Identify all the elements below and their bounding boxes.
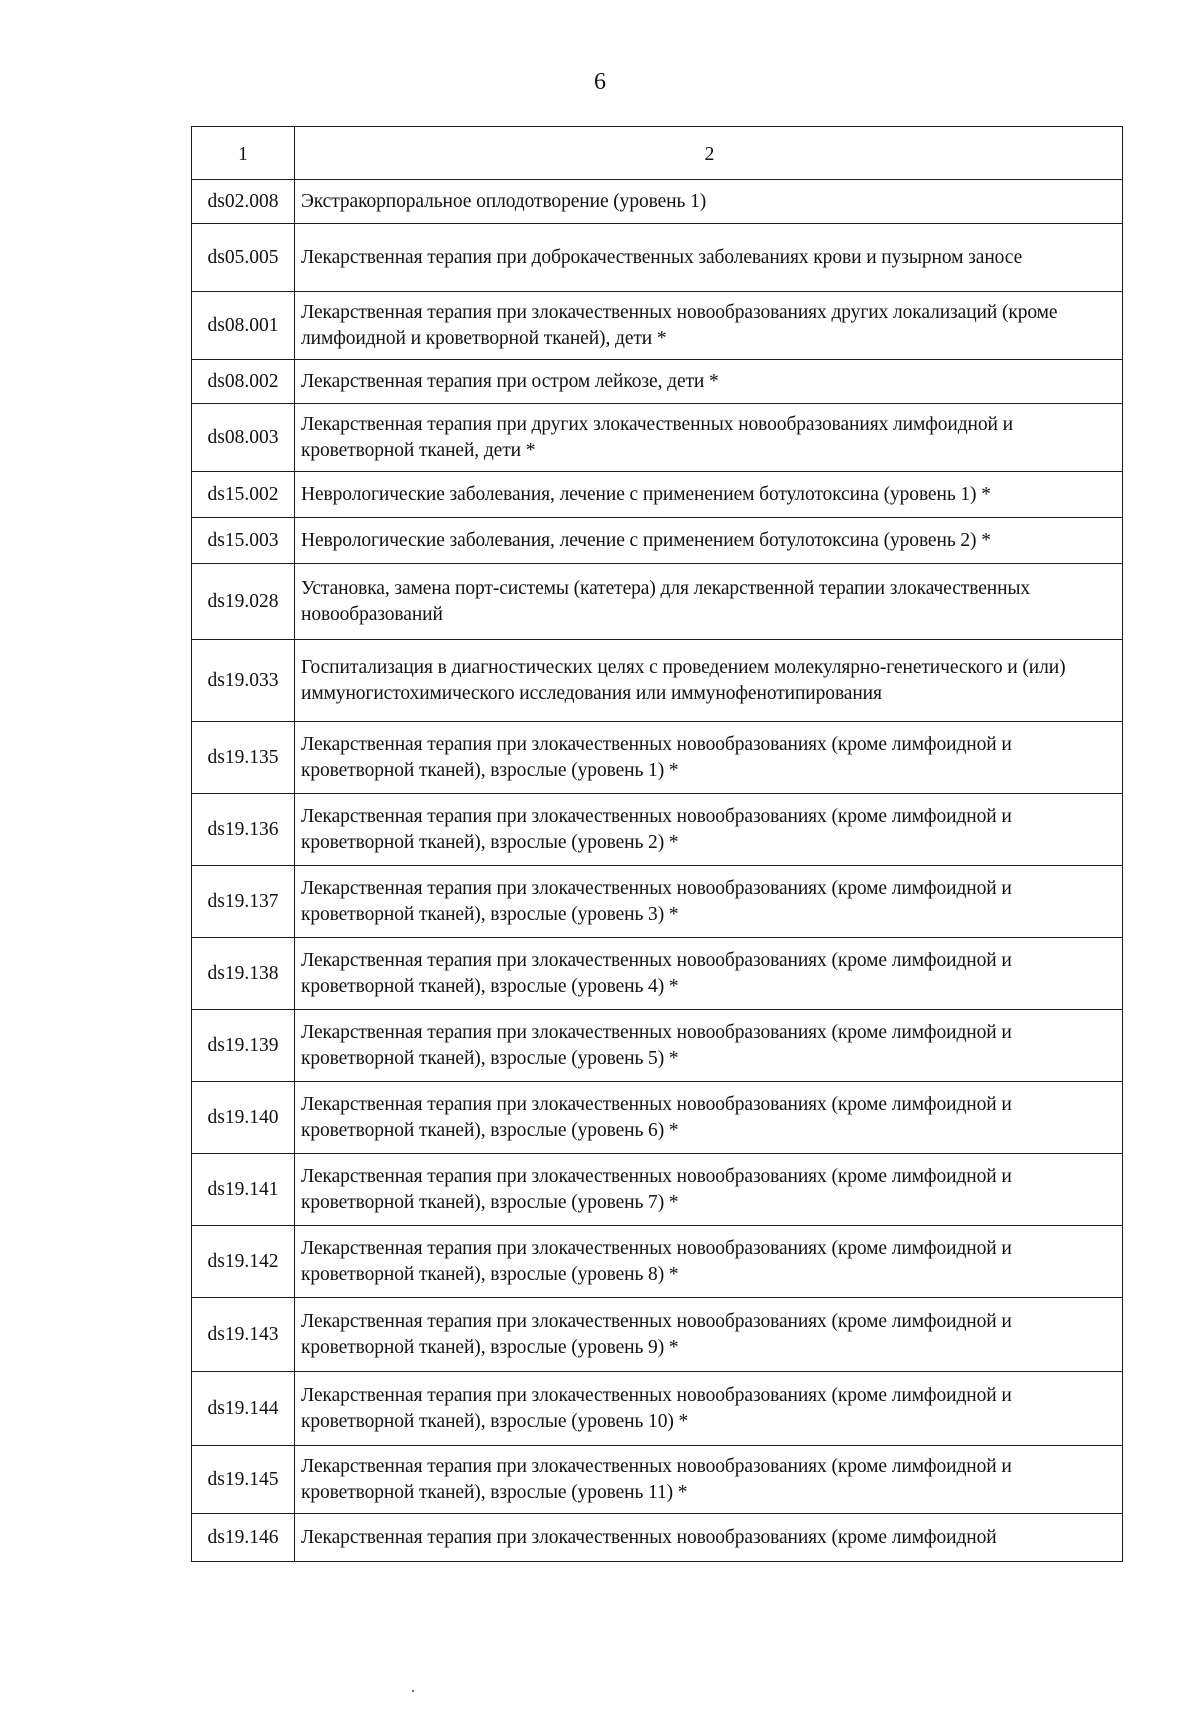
row-description: Лекарственная терапия при злокачественных новообразованиях (кроме лимфоидной и кроветворной тканей), взрослые (уровень 4) * [295,938,1123,1010]
row-code: ds19.143 [192,1298,295,1372]
row-description: Лекарственная терапия при злокачественных новообразованиях (кроме лимфоидной и кроветворной тканей), взрослые (уровень 10) * [295,1372,1123,1446]
table-row [192,518,1123,564]
row-description: Лекарственная терапия при злокачественных новообразованиях (кроме лимфоидной и кроветворной тканей), взрослые (уровень 5) * [295,1010,1123,1082]
table-row [192,1372,1123,1446]
row-code: ds08.003 [192,404,295,472]
row-code: ds19.146 [192,1514,295,1562]
table-row [192,1226,1123,1298]
row-description: Лекарственная терапия при остром лейкозе, дети * [295,360,1123,404]
table-row [192,1154,1123,1226]
row-description: Лекарственная терапия при злокачественных новообразованиях (кроме лимфоидной и кроветворной тканей), взрослые (уровень 6) * [295,1082,1123,1154]
row-code: ds08.002 [192,360,295,404]
row-description: Лекарственная терапия при других злокачественных новообразованиях лимфоидной и кроветворной тканей, дети * [295,404,1123,472]
row-code: ds19.033 [192,640,295,722]
row-description: Госпитализация в диагностических целях с проведением молекулярно-генетического и (или) иммуногистохимического исследования или иммунофенотипирования [295,640,1123,722]
table-row [192,1082,1123,1154]
row-description: Лекарственная терапия при злокачественных новообразованиях (кроме лимфоидной и кроветворной тканей), взрослые (уровень 2) * [295,794,1123,866]
column-header-2: 2 [295,127,1123,180]
row-code: ds15.003 [192,518,295,564]
row-description: Лекарственная терапия при злокачественных новообразованиях (кроме лимфоидной и кроветворной тканей), взрослые (уровень 11) * [295,1446,1123,1514]
table-row [192,180,1123,224]
table-row [192,472,1123,518]
row-code: ds19.142 [192,1226,295,1298]
table-row [192,404,1123,472]
table-row [192,794,1123,866]
row-description: Лекарственная терапия при доброкачественных заболеваниях крови и пузырном заносе [295,224,1123,292]
row-description: Лекарственная терапия при злокачественных новообразованиях (кроме лимфоидной [295,1514,1123,1562]
document-table [191,126,1123,1562]
row-code: ds19.144 [192,1372,295,1446]
table-row [192,938,1123,1010]
row-code: ds19.145 [192,1446,295,1514]
table-header-row [192,127,1123,180]
table-row [192,1010,1123,1082]
table-row [192,722,1123,794]
row-code: ds02.008 [192,180,295,224]
row-description: Лекарственная терапия при злокачественных новообразованиях (кроме лимфоидной и кроветворной тканей), взрослые (уровень 3) * [295,866,1123,938]
page-number: 6 [594,69,606,95]
table-row [192,224,1123,292]
row-description: Неврологические заболевания, лечение с применением ботулотоксина (уровень 2) * [295,518,1123,564]
row-description: Неврологические заболевания, лечение с применением ботулотоксина (уровень 1) * [295,472,1123,518]
table-row [192,292,1123,360]
table-row [192,1298,1123,1372]
table-row [192,360,1123,404]
row-description: Лекарственная терапия при злокачественных новообразованиях (кроме лимфоидной и кроветворной тканей), взрослые (уровень 9) * [295,1298,1123,1372]
table-row [192,564,1123,640]
row-description: Лекарственная терапия при злокачественных новообразованиях других локализаций (кроме лимфоидной и кроветворной тканей), дети * [295,292,1123,360]
row-code: ds19.135 [192,722,295,794]
row-description: Лекарственная терапия при злокачественных новообразованиях (кроме лимфоидной и кроветворной тканей), взрослые (уровень 7) * [295,1154,1123,1226]
row-code: ds19.140 [192,1082,295,1154]
row-description: Лекарственная терапия при злокачественных новообразованиях (кроме лимфоидной и кроветворной тканей), взрослые (уровень 8) * [295,1226,1123,1298]
row-description: Лекарственная терапия при злокачественных новообразованиях (кроме лимфоидной и кроветворной тканей), взрослые (уровень 1) * [295,722,1123,794]
row-code: ds05.005 [192,224,295,292]
row-code: ds19.139 [192,1010,295,1082]
row-code: ds19.138 [192,938,295,1010]
row-code: ds19.137 [192,866,295,938]
table-row [192,1514,1123,1562]
scan-speck [412,1690,414,1692]
row-description: Экстракорпоральное оплодотворение (уровень 1) [295,180,1123,224]
table-row [192,640,1123,722]
codes-table [191,126,1123,1562]
column-header-1: 1 [192,127,295,180]
row-code: ds19.141 [192,1154,295,1226]
table-row [192,1446,1123,1514]
row-description: Установка, замена порт-системы (катетера) для лекарственной терапии злокачественных новообразований [295,564,1123,640]
table-row [192,866,1123,938]
row-code: ds19.028 [192,564,295,640]
row-code: ds08.001 [192,292,295,360]
row-code: ds15.002 [192,472,295,518]
row-code: ds19.136 [192,794,295,866]
